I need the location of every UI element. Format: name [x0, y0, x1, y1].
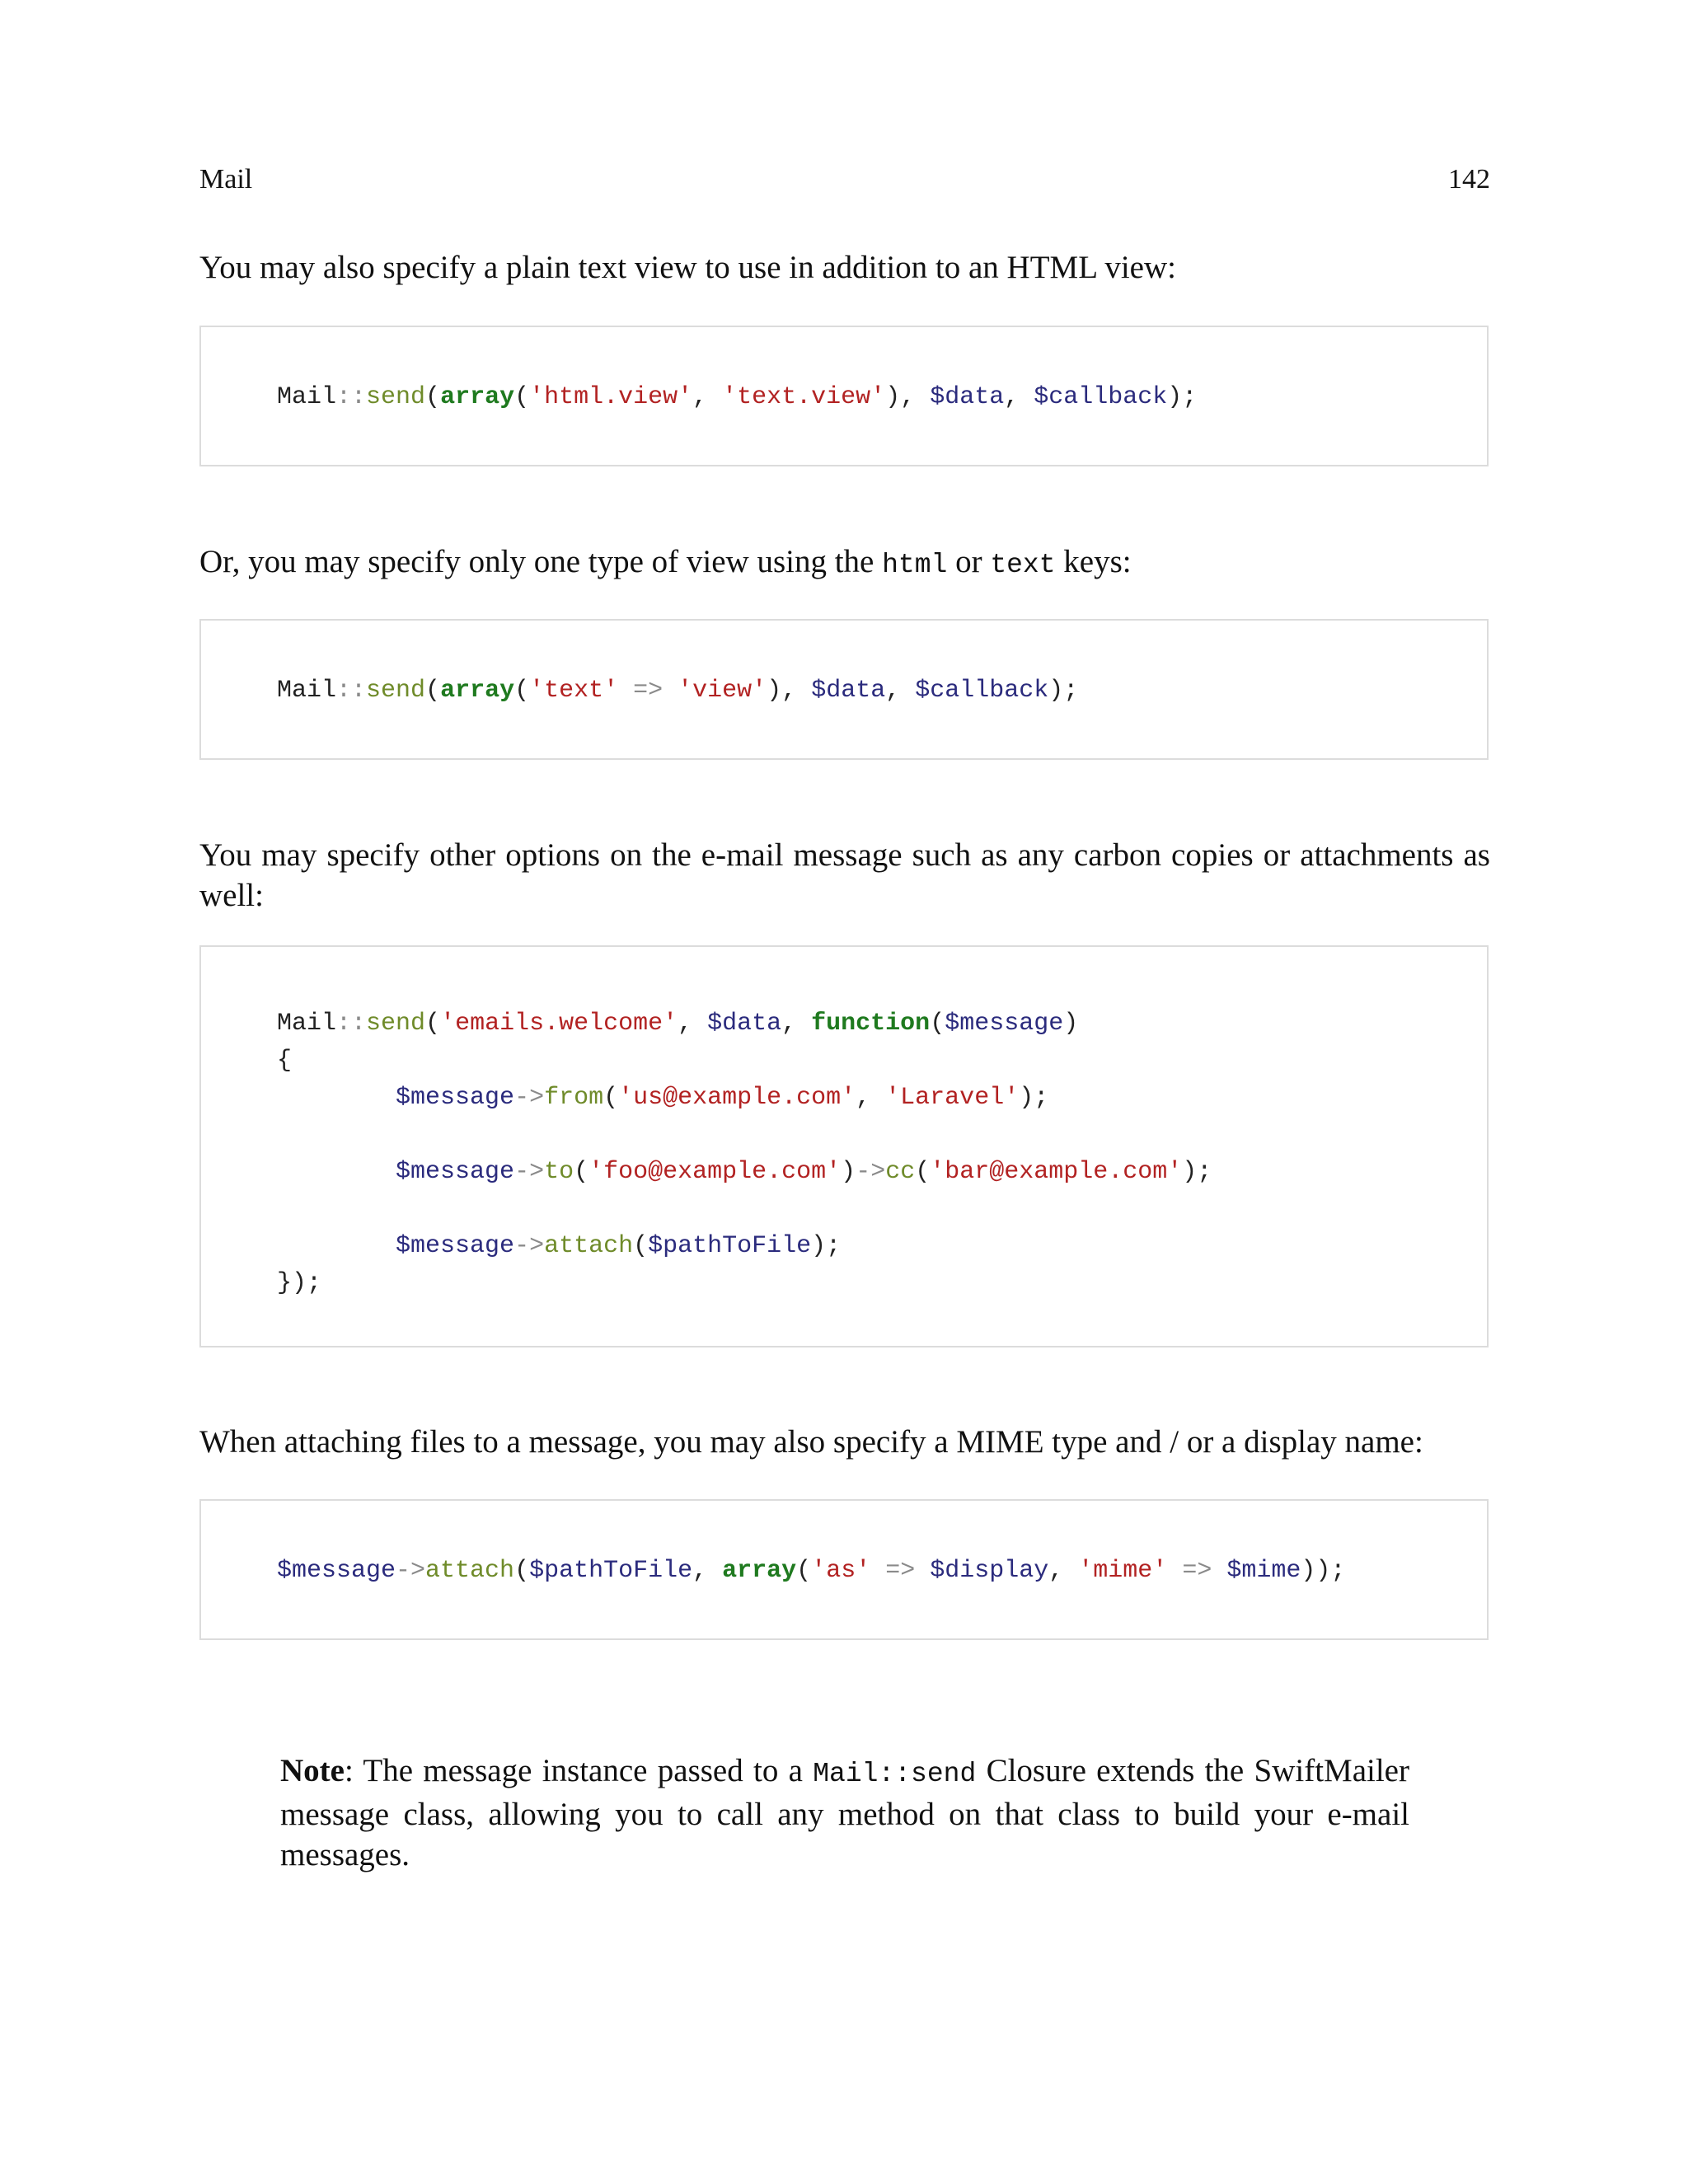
code-token-operator: => [1182, 1557, 1212, 1585]
code-token-operator: -> [514, 1158, 545, 1186]
code-token-variable: $display [930, 1557, 1049, 1585]
code-line [277, 379, 1197, 416]
code-token-string-literal: 'text.view' [722, 383, 886, 411]
code-token-punctuation: , [678, 1010, 708, 1038]
code-token-class-name: Mail [277, 1010, 337, 1038]
code-token-punctuation [277, 1084, 396, 1112]
code-token-variable: $message [396, 1084, 515, 1112]
code-token-operator: -> [856, 1158, 886, 1186]
paragraph-one-view-type [199, 541, 1490, 585]
code-token-punctuation: ( [915, 1158, 931, 1186]
running-header [199, 162, 1490, 198]
code-listing [277, 379, 1197, 416]
code-token-punctuation [1212, 1557, 1226, 1585]
code-line [277, 1191, 1212, 1228]
code-token-punctuation: ( [514, 677, 530, 705]
code-line [277, 1080, 1212, 1117]
code-token-method-name: cc [885, 1158, 916, 1186]
code-token-punctuation: ), [885, 383, 931, 411]
code-token-punctuation [915, 1557, 930, 1585]
note-label: Note [280, 1753, 345, 1788]
code-token-string-literal: 'foo@example.com' [588, 1158, 842, 1186]
code-block-plain-text-view [199, 326, 1489, 466]
inline-code-mail-send: Mail::send [813, 1759, 977, 1789]
paragraph-other-options: You may specify other options on the e-mail message such as any carbon copies or attachments as well: [199, 837, 1490, 913]
code-line [277, 1117, 1212, 1154]
code-token-keyword: array [440, 383, 515, 411]
code-token-method-name: attach [425, 1557, 515, 1585]
note-callout [280, 1750, 1409, 1875]
paragraph-plain-text-view: You may also specify a plain text view to use in addition to an HTML view: [199, 250, 1176, 285]
code-token-operator: :: [336, 677, 367, 705]
code-token-variable: $callback [1034, 383, 1168, 411]
code-token-punctuation [663, 677, 678, 705]
code-token-punctuation: ( [574, 1158, 589, 1186]
code-token-variable: $message [945, 1010, 1064, 1038]
code-token-punctuation: )); [1301, 1557, 1346, 1585]
code-token-punctuation: , [692, 1557, 723, 1585]
code-token-punctuation [277, 1232, 396, 1260]
note-text: Closure extends the SwiftMailer message class, allowing you to call any method on that class to build your e-mail messages. [280, 1753, 1409, 1872]
code-line [277, 1005, 1212, 1043]
code-token-variable: $data [811, 677, 886, 705]
code-token-punctuation: , [856, 1084, 886, 1112]
code-line [277, 1154, 1212, 1191]
code-token-variable: $data [707, 1010, 782, 1038]
code-token-operator: -> [514, 1232, 545, 1260]
code-token-variable: $message [277, 1557, 396, 1585]
code-token-keyword: array [722, 1557, 797, 1585]
code-token-variable: $data [930, 383, 1005, 411]
code-token-method-name: attach [544, 1232, 634, 1260]
code-token-operator: -> [396, 1557, 426, 1585]
code-token-punctuation: ( [796, 1557, 812, 1585]
code-token-punctuation: ( [930, 1010, 945, 1038]
code-token-string-literal: 'us@example.com' [618, 1084, 856, 1112]
code-line [277, 673, 1078, 710]
code-block-attach-options [199, 1499, 1489, 1640]
code-token-variable: $message [396, 1158, 515, 1186]
code-token-punctuation [870, 1557, 885, 1585]
code-listing [277, 673, 1078, 710]
code-line [277, 1265, 1212, 1302]
paragraph-attachments: When attaching files to a message, you may also specify a MIME type and / or a display name: [199, 1424, 1423, 1460]
code-token-variable: $message [396, 1232, 515, 1260]
code-listing [277, 1553, 1345, 1590]
code-token-string-literal: 'as' [811, 1557, 871, 1585]
code-token-string-literal: 'bar@example.com' [930, 1158, 1183, 1186]
code-token-variable: $callback [915, 677, 1049, 705]
code-token-string-literal: 'html.view' [529, 383, 693, 411]
paragraph-text: Or, you may specify only one type of view using the [199, 544, 883, 579]
page-number: 142 [1448, 164, 1490, 194]
paragraph-text: or [947, 544, 991, 579]
code-token-string-literal: 'mime' [1078, 1557, 1168, 1585]
code-token-punctuation: , [692, 383, 723, 411]
code-token-punctuation: ( [425, 1010, 441, 1038]
code-token-method-name: send [366, 1010, 426, 1038]
code-token-punctuation: ( [514, 383, 530, 411]
code-token-operator: => [885, 1557, 916, 1585]
code-line [277, 1043, 1212, 1080]
code-token-punctuation: ( [425, 383, 441, 411]
code-token-class-name: Mail [277, 383, 337, 411]
inline-code-text: text [990, 550, 1056, 580]
code-token-operator: :: [336, 1010, 367, 1038]
code-listing [277, 1005, 1212, 1302]
code-token-punctuation: { [277, 1047, 293, 1075]
code-token-string-literal: 'emails.welcome' [440, 1010, 678, 1038]
code-token-punctuation: , [781, 1010, 812, 1038]
code-token-punctuation: ( [603, 1084, 619, 1112]
code-token-punctuation: , [1048, 1557, 1079, 1585]
code-token-variable: $mime [1226, 1557, 1301, 1585]
code-token-keyword: function [811, 1010, 931, 1038]
code-token-method-name: send [366, 677, 426, 705]
code-token-punctuation: , [885, 677, 916, 705]
code-token-keyword: array [440, 677, 515, 705]
code-token-variable: $pathToFile [529, 1557, 693, 1585]
inline-code-html: html [882, 550, 948, 580]
code-token-class-name: Mail [277, 677, 337, 705]
note-text: : The message instance passed to a [344, 1753, 814, 1788]
code-token-punctuation: ), [767, 677, 812, 705]
code-token-punctuation: , [1004, 383, 1034, 411]
code-token-method-name: to [544, 1158, 574, 1186]
code-token-variable: $pathToFile [648, 1232, 812, 1260]
code-token-punctuation: ( [633, 1232, 649, 1260]
chapter-title: Mail [199, 164, 253, 194]
code-token-punctuation: ( [425, 677, 441, 705]
code-line [277, 1553, 1345, 1590]
code-token-punctuation: ) [1063, 1010, 1079, 1038]
code-token-method-name: send [366, 383, 426, 411]
code-token-punctuation: ) [841, 1158, 856, 1186]
code-block-mail-options [199, 945, 1489, 1347]
code-token-string-literal: 'view' [678, 677, 767, 705]
code-token-punctuation [618, 677, 633, 705]
code-token-punctuation: ); [1167, 383, 1198, 411]
code-token-method-name: from [544, 1084, 604, 1112]
code-block-one-view-type [199, 619, 1489, 760]
code-token-punctuation [1167, 1557, 1182, 1585]
code-token-punctuation: ); [1019, 1084, 1049, 1112]
code-token-string-literal: 'text' [529, 677, 619, 705]
code-line [277, 1228, 1212, 1265]
code-token-operator: -> [514, 1084, 545, 1112]
paragraph-text: keys: [1055, 544, 1132, 579]
code-token-punctuation: ( [514, 1557, 530, 1585]
code-token-punctuation: ); [1182, 1158, 1212, 1186]
code-token-punctuation [277, 1158, 396, 1186]
code-token-operator: :: [336, 383, 367, 411]
code-token-punctuation: ); [811, 1232, 842, 1260]
code-token-string-literal: 'Laravel' [885, 1084, 1020, 1112]
code-token-punctuation: ); [1048, 677, 1079, 705]
code-token-operator: => [633, 677, 663, 705]
code-token-punctuation: }); [277, 1269, 322, 1297]
